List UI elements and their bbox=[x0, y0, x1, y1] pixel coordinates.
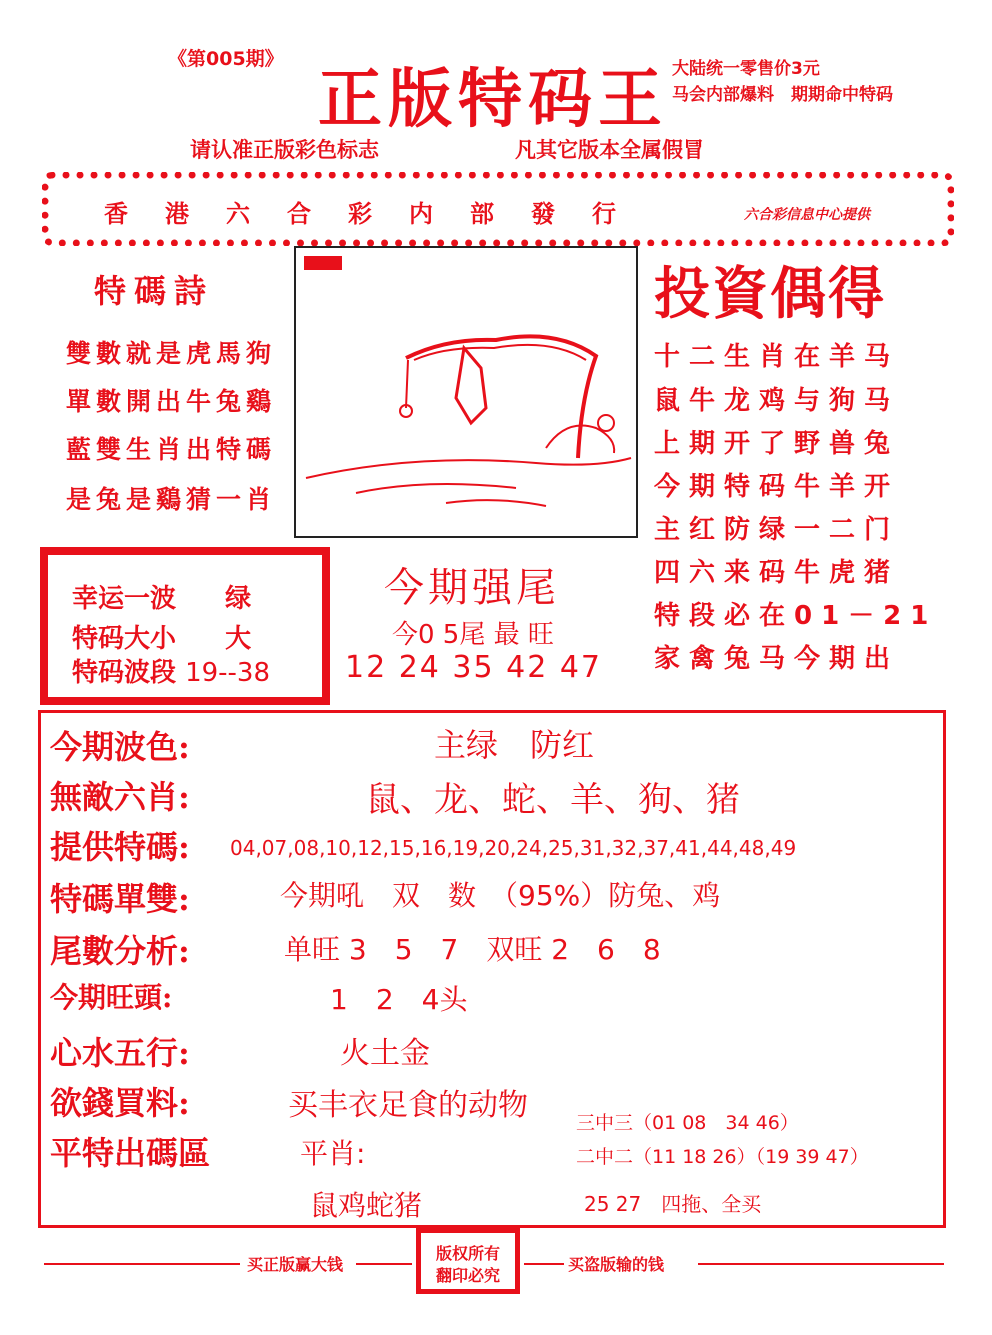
sketch-illustration bbox=[294, 246, 638, 538]
poem-line: 是兔是鷄猜一肖 bbox=[66, 485, 277, 514]
poem-title: 特碼詩 bbox=[94, 272, 215, 310]
lucky-wave-value: 绿 bbox=[225, 584, 252, 614]
poem-line: 單數開出牛兔鷄 bbox=[66, 387, 277, 416]
buy-label: 欲錢買料: bbox=[50, 1084, 190, 1122]
five-element-value: 火土金 bbox=[340, 1036, 430, 1071]
lucky-range-row bbox=[72, 652, 270, 689]
invest-title: 投資偶得 bbox=[654, 262, 886, 327]
poem-line: 雙數就是虎馬狗 bbox=[66, 339, 277, 368]
six-zodiac-value: 鼠、龙、蛇、羊、狗、猪 bbox=[366, 780, 740, 820]
footer-divider-left bbox=[44, 1263, 240, 1265]
issue-number: 《第005期》 bbox=[168, 48, 284, 70]
lucky-size-label: 特码大小 bbox=[72, 624, 177, 654]
flat-zodiac-label: 平肖: bbox=[300, 1137, 366, 1170]
head-value: 1 2 4头 bbox=[330, 983, 468, 1016]
lucky-wave-row bbox=[72, 578, 251, 615]
five-element-label: 心水五行: bbox=[50, 1034, 190, 1072]
six-zodiac-label: 無敵六肖: bbox=[50, 778, 190, 816]
invest-line: 今期特码牛羊开 bbox=[654, 472, 900, 502]
odd-even-value: 今期吼 双 数 （95%）防兔、鸡 bbox=[280, 879, 721, 912]
invest-line: 四六来码牛虎猪 bbox=[654, 558, 900, 588]
flat-zodiac-value: 鼠鸡蛇猪 bbox=[310, 1189, 423, 1222]
color-value: 主绿 防红 bbox=[434, 726, 595, 764]
footer-divider-mid-right bbox=[524, 1263, 564, 1265]
footer-right-slogan: 买盗版输的钱 bbox=[568, 1255, 665, 1274]
tail-analysis-label: 尾數分析: bbox=[50, 932, 190, 970]
two-hit-value: 二中二（11 18 26）（19 39 47） bbox=[576, 1146, 869, 1168]
copyright-line: 翻印必究 bbox=[435, 1266, 500, 1285]
buy-value: 买丰衣足食的动物 bbox=[288, 1088, 528, 1123]
seal-stamp bbox=[304, 256, 342, 270]
banner-text: 香港六合彩内部發行 bbox=[104, 199, 653, 228]
slogan-line: 马会内部爆料 期期命中特码 bbox=[672, 85, 893, 105]
poem-line: 藍雙生肖出特碼 bbox=[66, 435, 277, 464]
color-label: 今期波色: bbox=[50, 728, 190, 766]
lucky-size-row bbox=[72, 618, 251, 655]
invest-line: 特段必在01－21 bbox=[654, 601, 938, 631]
lucky-range-label: 特码波段 bbox=[72, 658, 177, 688]
invest-line: 家禽兔马今期出 bbox=[654, 644, 900, 674]
invest-line: 十二生肖在羊马 bbox=[654, 342, 900, 372]
footer-divider-right bbox=[698, 1263, 944, 1265]
lucky-range-value: 19--38 bbox=[185, 658, 271, 688]
lucky-wave-label: 幸运一波 bbox=[72, 584, 177, 614]
invest-line: 上期开了野兽兔 bbox=[654, 429, 900, 459]
footer-divider-mid-left bbox=[356, 1263, 412, 1265]
three-hit-value: 三中三（01 08 34 46） bbox=[576, 1112, 799, 1134]
strong-tail-line: 今0 5尾 最 旺 bbox=[392, 620, 554, 650]
invest-line: 鼠牛龙鸡与狗马 bbox=[654, 386, 900, 416]
copyright-line: 版权所有 bbox=[435, 1244, 500, 1263]
copyright-box bbox=[416, 1228, 520, 1294]
special-numbers-value: 04,07,08,10,12,15,16,19,20,24,25,31,32,37,41,44,48,49 bbox=[230, 836, 797, 860]
flat-zone-label: 平特出碼區 bbox=[50, 1134, 211, 1172]
page-title: 正版特码王 bbox=[318, 62, 668, 137]
tail-analysis-value: 单旺 3 5 7 双旺 2 6 8 bbox=[284, 933, 661, 966]
lucky-size-value: 大 bbox=[225, 624, 252, 654]
banner-source: 六合彩信息中心提供 bbox=[744, 207, 870, 223]
price-line: 大陆统一零售价3元 bbox=[672, 59, 820, 79]
strong-tail-title: 今期强尾 bbox=[384, 565, 560, 611]
head-label: 今期旺頭: bbox=[50, 981, 173, 1014]
counterfeit-notice: 凡其它版本全属假冒 bbox=[515, 138, 704, 162]
invest-line: 主红防绿一二门 bbox=[654, 515, 900, 545]
fishing-sketch bbox=[296, 248, 636, 536]
special-numbers-label: 提供特碼: bbox=[50, 828, 190, 866]
price-info bbox=[672, 56, 893, 108]
odd-even-label: 特碼單雙: bbox=[50, 880, 190, 918]
strong-tail-numbers: 12 24 35 42 47 bbox=[345, 650, 603, 685]
tail-bet-value: 25 27 四拖、全买 bbox=[584, 1192, 762, 1216]
authentic-notice: 请认准正版彩色标志 bbox=[190, 138, 379, 162]
footer-left-slogan: 买正版赢大钱 bbox=[247, 1255, 344, 1274]
